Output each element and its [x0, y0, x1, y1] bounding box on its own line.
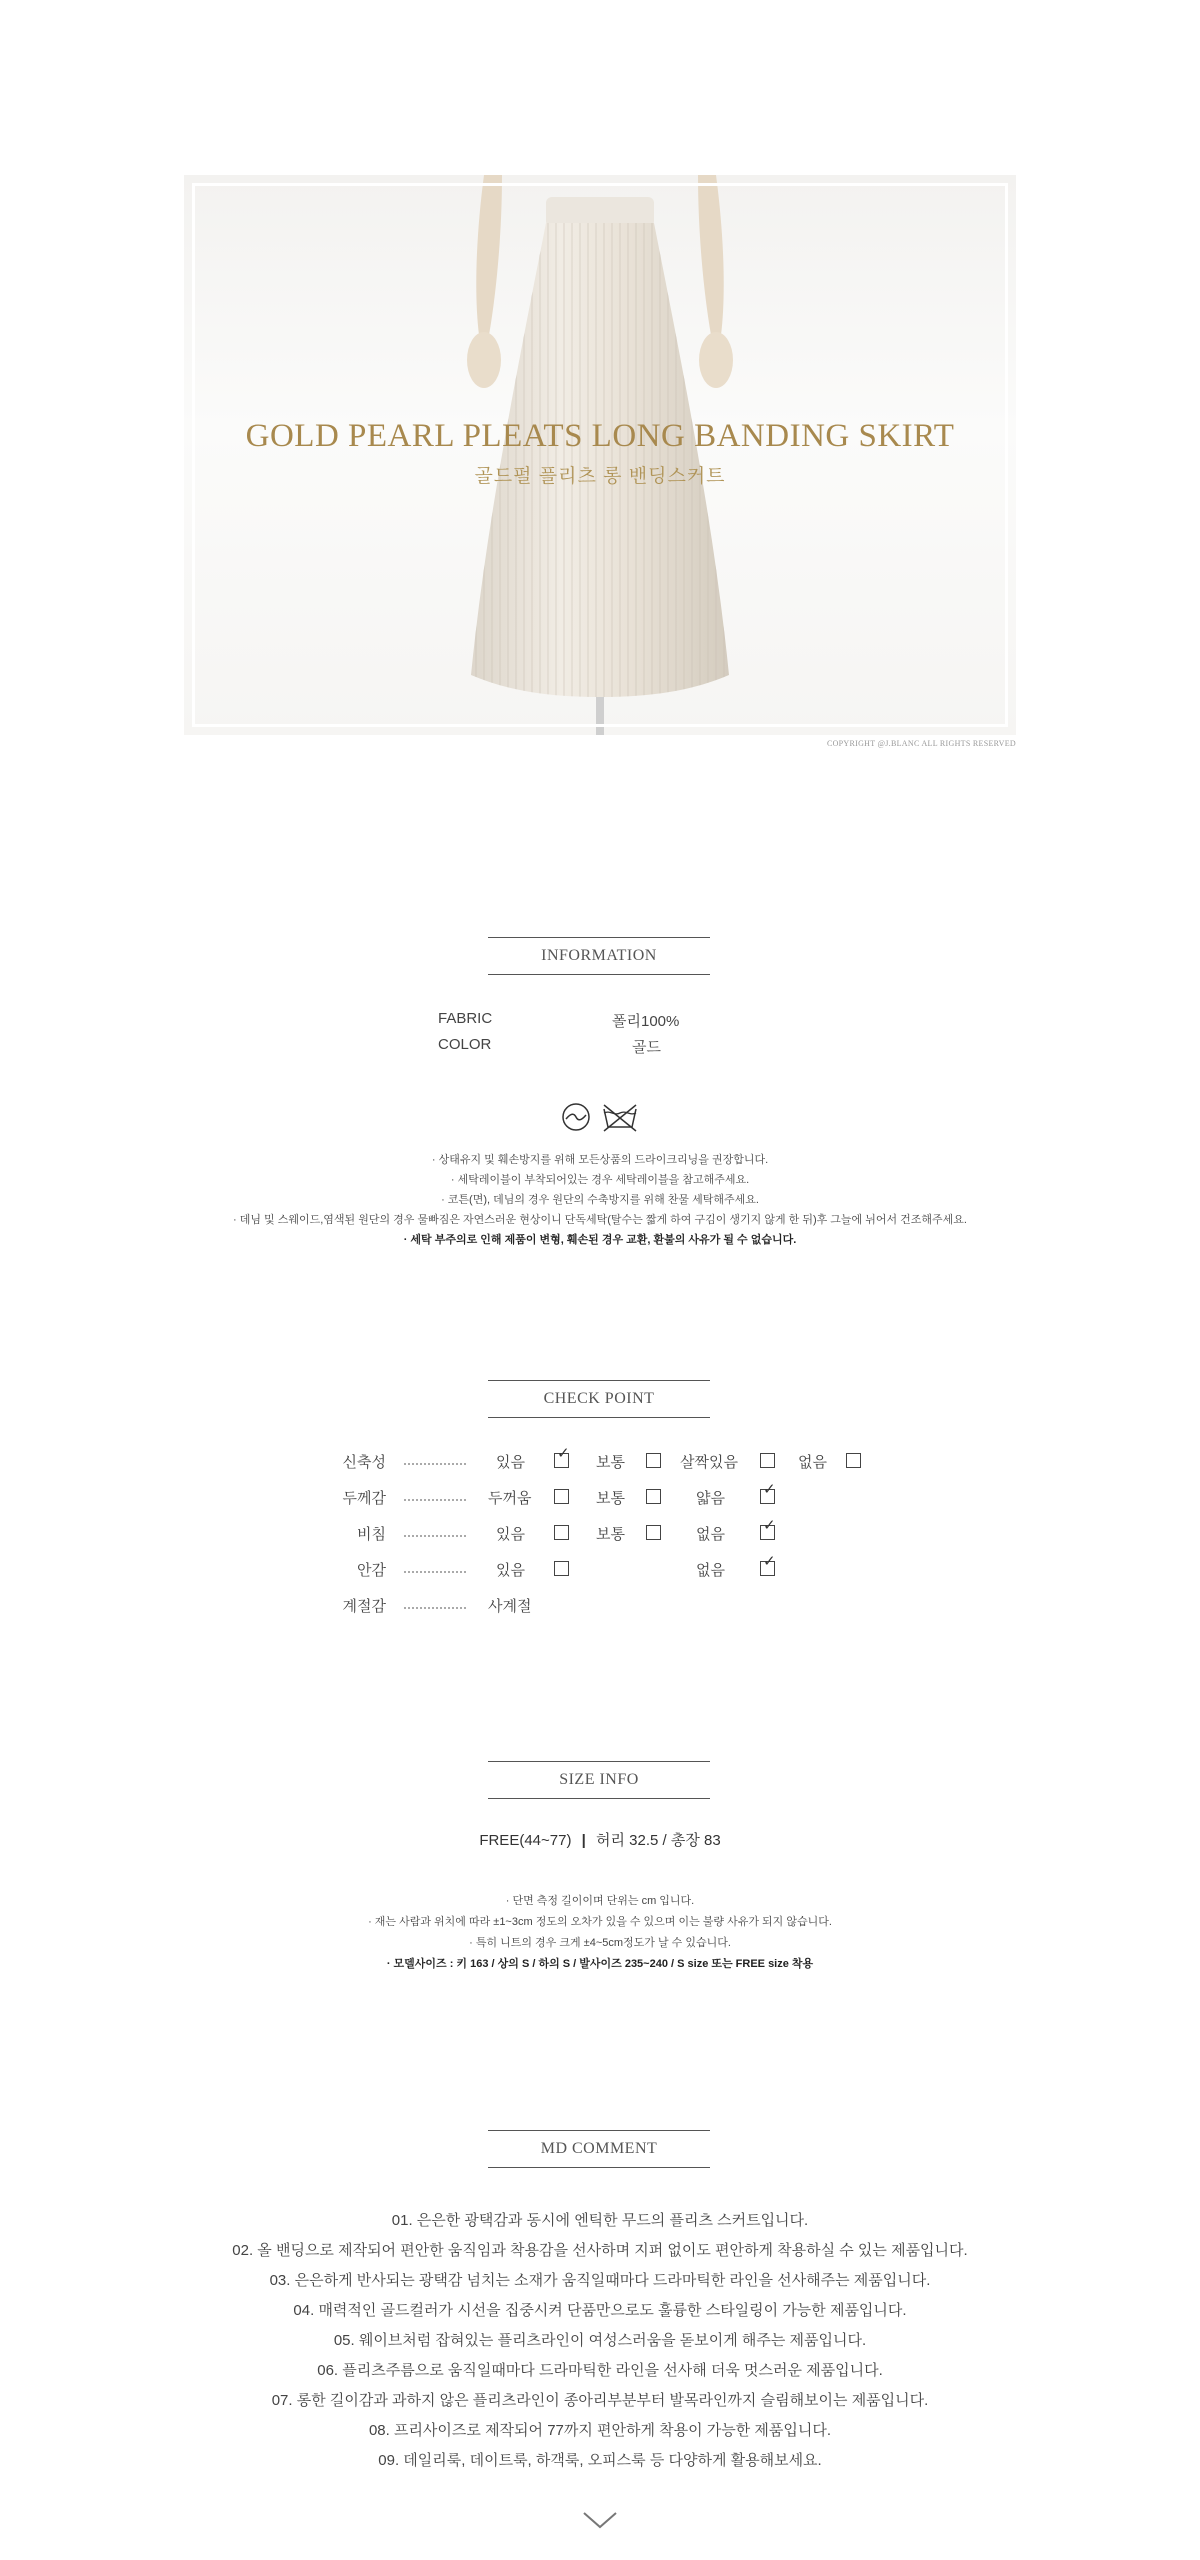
section-title-size-info: SIZE INFO: [488, 1761, 710, 1799]
cp-dots: [404, 1571, 466, 1573]
checkbox: [760, 1453, 775, 1468]
size-separator: |: [581, 1832, 586, 1849]
size-free: FREE(44~77): [479, 1832, 572, 1849]
checkbox: [646, 1525, 661, 1540]
cp-option: 없음: [798, 1454, 827, 1471]
cp-label-season: 계절감: [342, 1598, 386, 1615]
check-mark-icon: ✓: [763, 1516, 776, 1534]
fabric-value: 폴리100%: [612, 1013, 680, 1030]
md-comment-item: 05. 웨이브처럼 잡혀있는 플리츠라인이 여성스러움을 돋보이게 해주는 제품입니다.: [333, 2332, 867, 2349]
care-note: · 상태유지 및 훼손방지를 위해 모든상품의 드라이크리닝을 권장합니다.: [431, 1154, 769, 1166]
md-comment-item: 01. 은은한 광택감과 동시에 엔틱한 무드의 플리츠 스커트입니다.: [391, 2212, 809, 2229]
cp-option: 없음: [696, 1526, 725, 1543]
cp-dots: [404, 1463, 466, 1465]
size-summary: [0, 1829, 1200, 1850]
checkbox-checked: [554, 1444, 570, 1468]
checkbox: [846, 1453, 861, 1468]
cp-option: 보통: [596, 1526, 625, 1543]
cp-option: 있음: [496, 1526, 525, 1543]
no-water-wash-icon: [604, 1105, 636, 1131]
cp-dots: [404, 1607, 466, 1609]
care-note: · 세탁레이블이 부착되어있는 경우 세탁레이블을 참고해주세요.: [450, 1174, 750, 1186]
cp-option: 보통: [596, 1454, 625, 1471]
cp-option: 보통: [596, 1490, 625, 1507]
size-note: · 특히 니트의 경우 크게 ±4~5cm정도가 날 수 있습니다.: [469, 1937, 731, 1949]
cp-label-thickness: 두께감: [342, 1490, 386, 1507]
cp-label-stretch: 신축성: [342, 1454, 386, 1471]
size-measurements: 허리 32.5 / 총장 83: [595, 1832, 721, 1849]
checkbox: [554, 1525, 569, 1540]
care-note: · 코튼(면), 데님의 경우 원단의 수축방지를 위해 찬물 세탁해주세요.: [441, 1194, 759, 1206]
check-mark-icon: ✓: [763, 1480, 776, 1498]
section-title-information: INFORMATION: [488, 937, 710, 975]
cp-option: 있음: [496, 1562, 525, 1579]
checkbox: [646, 1489, 661, 1504]
size-notes: [150, 1891, 1050, 1975]
hero-frame: [192, 183, 1008, 727]
cp-option: 있음: [496, 1454, 525, 1471]
color-value: 골드: [632, 1039, 661, 1056]
checkbox-checked: [760, 1516, 776, 1540]
md-comment-item: 07. 롱한 길이감과 과하지 않은 플리츠라인이 종아리부분부터 발목라인까지 슬림해보이는 제품입니다.: [271, 2392, 929, 2409]
cp-label-sheerness: 비침: [357, 1526, 386, 1543]
size-note: · 단면 측정 길이이며 단위는 cm 입니다.: [505, 1895, 695, 1907]
checkbox: [554, 1561, 569, 1576]
md-comment-item: 02. 올 밴딩으로 제작되어 편안한 움직임과 착용감을 선사하며 지퍼 없이도 편안하게 착용하실 수 있는 제품입니다.: [232, 2242, 968, 2259]
care-notes: [150, 1150, 1050, 1250]
color-label: COLOR: [438, 1036, 492, 1053]
product-title-ko: 골드펄 플리츠 롱 밴딩스커트: [474, 466, 726, 487]
cp-option: 없음: [696, 1562, 725, 1579]
cp-option: 두꺼움: [488, 1490, 532, 1507]
product-title-en: GOLD PEARL PLEATS LONG BANDING SKIRT: [245, 418, 955, 454]
section-title-md-comment: MD COMMENT: [488, 2130, 710, 2168]
care-note: · 데님 및 스웨이드,염색된 원단의 경우 물빠짐은 자연스러운 현상이니 단독세탁(탈수는 짧게 하여 구김이 생기지 않게 한 뒤)후 그늘에 뉘어서 건조해주세요.: [233, 1214, 967, 1226]
hand-wash-icon: [563, 1104, 589, 1130]
size-note-model: · 모델사이즈 : 키 163 / 상의 S / 하의 S / 발사이즈 235~240 / S size 또는 FREE size 착용: [386, 1958, 814, 1970]
cp-dots: [404, 1535, 466, 1537]
chevron-down-icon[interactable]: [582, 2510, 618, 2530]
cp-option: 살짝있음: [680, 1454, 738, 1471]
checkbox-checked: [760, 1552, 776, 1576]
md-comment-item: 04. 매력적인 골드컬러가 시선을 집중시켜 단품만으로도 훌륭한 스타일링이 가능한 제품입니다.: [293, 2302, 907, 2319]
md-comment-item: 06. 플리츠주름으로 움직일때마다 드라마틱한 라인을 선사해 더욱 멋스러운 제품입니다.: [317, 2362, 883, 2379]
md-comment-list: [100, 2206, 1100, 2476]
md-comment-item: 08. 프리사이즈로 제작되어 77까지 편안하게 착용이 가능한 제품입니다.: [368, 2422, 832, 2439]
size-note: · 재는 사람과 위치에 따라 ±1~3cm 정도의 오차가 있을 수 있으며 이는 불량 사유가 되지 않습니다.: [368, 1916, 832, 1928]
cp-option: 얇음: [696, 1490, 725, 1507]
hero-banner: [184, 175, 1016, 735]
fabric-label: FABRIC: [438, 1010, 493, 1027]
cp-season-value: 사계절: [488, 1598, 532, 1615]
md-comment-item: 03. 은은하게 반사되는 광택감 넘치는 소재가 움직일때마다 드라마틱한 라인을 선사해주는 제품입니다.: [269, 2272, 931, 2289]
checkbox-checked: [760, 1480, 776, 1504]
check-mark-icon: ✓: [763, 1552, 776, 1570]
check-mark-icon: ✓: [557, 1444, 570, 1462]
cp-label-lining: 안감: [357, 1562, 386, 1579]
md-comment-item: 09. 데일리룩, 데이트룩, 하객룩, 오피스룩 등 다양하게 활용해보세요.: [378, 2452, 822, 2469]
section-title-checkpoint: CHECK POINT: [488, 1380, 710, 1418]
care-note-warning: · 세탁 부주의로 인해 제품이 변형, 훼손된 경우 교환, 환불의 사유가 될 수 없습니다.: [403, 1234, 797, 1246]
checkbox: [646, 1453, 661, 1468]
care-icons: [560, 1101, 640, 1133]
cp-dots: [404, 1499, 466, 1501]
copyright-text: COPYRIGHT @J.BLANC ALL RIGHTS RESERVED: [826, 739, 1016, 748]
checkbox: [554, 1489, 569, 1504]
